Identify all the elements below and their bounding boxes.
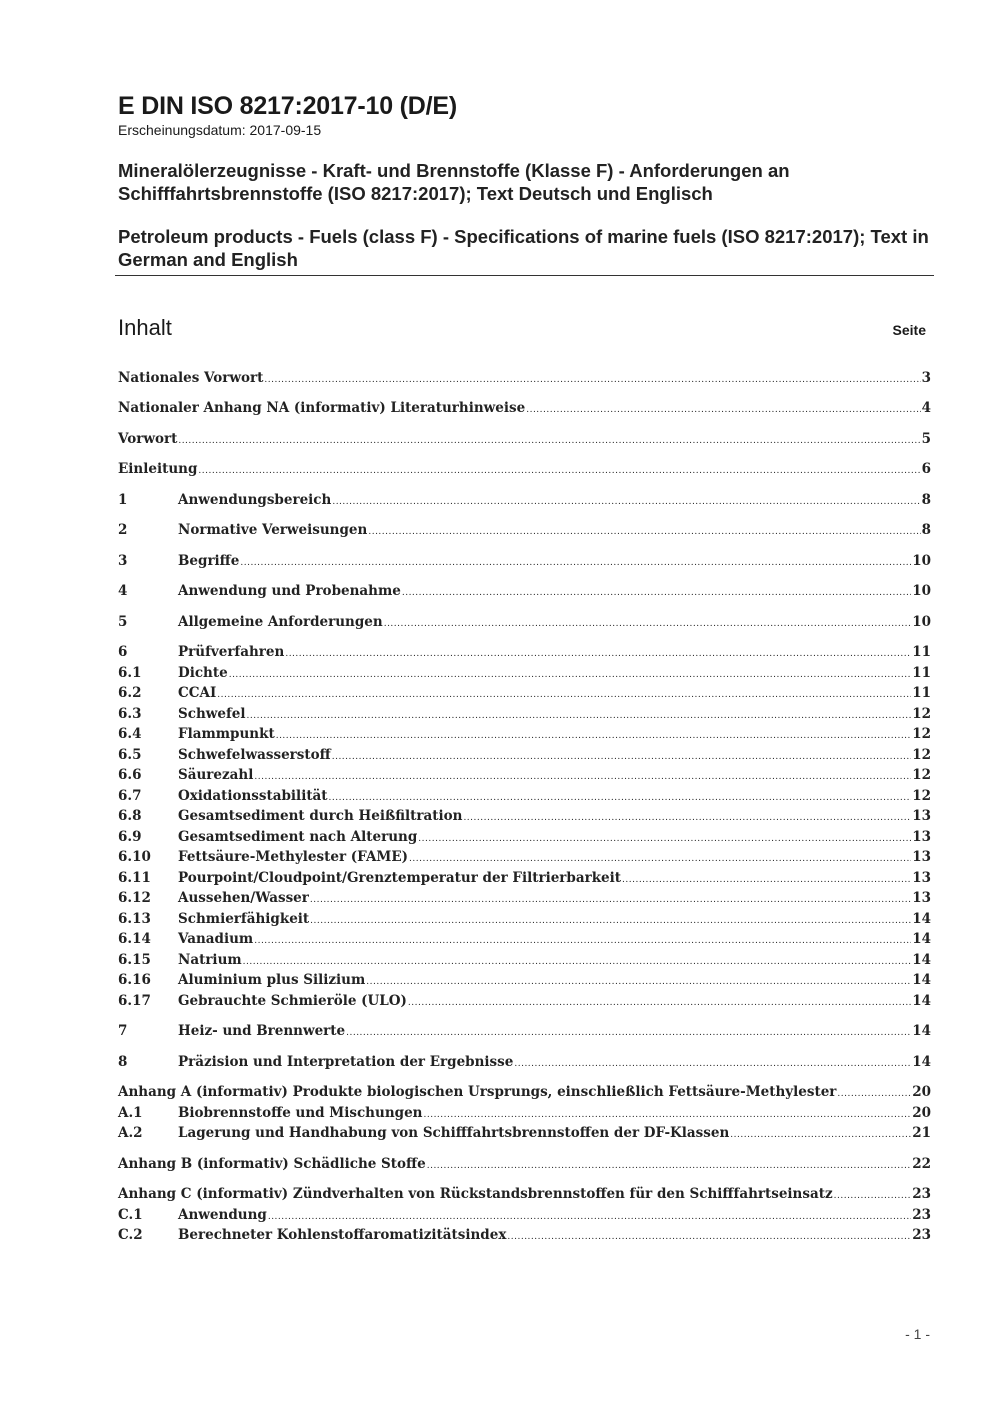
toc-dot-leader [507, 1227, 911, 1247]
toc-entry-title: CCAI [178, 685, 217, 701]
toc-dot-leader [408, 993, 911, 1013]
toc-entry-number: 6.4 [118, 726, 142, 742]
toc-dot-leader [310, 911, 911, 931]
toc-entry-number: 6 [118, 644, 128, 660]
toc-entry-title: Heiz- und Brennwerte [178, 1023, 346, 1039]
toc-entry-page: 14 [912, 911, 931, 927]
toc-entry-title: Gesamtsediment nach Alterung [178, 829, 418, 845]
publication-date: Erscheinungsdatum: 2017-09-15 [118, 122, 322, 138]
toc-title: Inhalt [118, 315, 172, 340]
toc-entry-number: 6.12 [118, 890, 151, 906]
toc-entry-number: 7 [118, 1023, 128, 1039]
toc-entry-number: C.2 [118, 1227, 143, 1243]
toc-entry[interactable] [118, 581, 931, 601]
toc-entry-number: 6.11 [118, 870, 151, 886]
toc-entry-title: Gebrauchte Schmieröle (ULO) [178, 993, 407, 1009]
toc-entry-title: Anwendungsbereich [178, 492, 332, 508]
toc-entry-number: 2 [118, 522, 128, 538]
toc-entry-page: 12 [912, 706, 931, 722]
toc-dot-leader [332, 747, 911, 767]
toc-entry-title: Natrium [178, 952, 242, 968]
toc-entry-title: Schwefelwasserstoff [178, 747, 331, 763]
toc-entry[interactable] [118, 1123, 931, 1143]
toc-entry-page: 11 [912, 665, 931, 681]
toc-dot-leader [217, 685, 911, 705]
toc-entry-number: 6.15 [118, 952, 151, 968]
toc-entry[interactable] [118, 1205, 931, 1225]
toc-entry-page: 14 [912, 972, 931, 988]
toc-entry[interactable] [118, 612, 931, 632]
toc-entry-page: 14 [912, 993, 931, 1009]
toc-dot-leader [418, 829, 911, 849]
toc-entry[interactable] [118, 929, 931, 949]
toc-entry[interactable] [118, 520, 931, 540]
toc-entry-page: 23 [912, 1207, 931, 1223]
toc-dot-leader [837, 1084, 911, 1104]
toc-entry[interactable] [118, 368, 931, 388]
toc-entry-title: Schmierfähigkeit [178, 911, 310, 927]
toc-dot-leader [254, 931, 911, 951]
toc-entry-title: Anhang A (informativ) Produkte biologischen Ursprungs, einschließlich Fettsäure-Methylester [118, 1084, 837, 1100]
toc-entry-number: 6.6 [118, 767, 142, 783]
toc-dot-leader [243, 952, 912, 972]
toc-entry[interactable] [118, 1225, 931, 1245]
toc-entry-number: 1 [118, 492, 128, 508]
toc-entry-page: 13 [912, 849, 931, 865]
toc-dot-leader [427, 1156, 911, 1176]
toc-entry[interactable] [118, 765, 931, 785]
toc-entry-number: 6.13 [118, 911, 151, 927]
toc-dot-leader [423, 1105, 911, 1125]
toc-entry[interactable] [118, 459, 931, 479]
title-german: Mineralölerzeugnisse - Kraft- und Brennstoffe (Klasse F) - Anforderungen an Schifffahrtsbrennstoffe (ISO 8217:2017); Text Deutsch und Englisch [118, 160, 790, 204]
toc-entry[interactable] [118, 786, 931, 806]
toc-entry-number: 6.3 [118, 706, 142, 722]
toc-entry-page: 23 [912, 1227, 931, 1243]
toc-entry[interactable] [118, 1052, 931, 1072]
toc-entry[interactable] [118, 1021, 931, 1041]
toc-entry[interactable] [118, 868, 931, 888]
toc-entry-title: Flammpunkt [178, 726, 275, 742]
toc-entry-page: 23 [912, 1186, 931, 1202]
toc-entry-page: 10 [912, 553, 931, 569]
toc-entry-page: 8 [921, 522, 931, 538]
toc-entry-page: 8 [921, 492, 931, 508]
toc-entry-title: Anwendung [178, 1207, 267, 1223]
toc-entry-title: Säurezahl [178, 767, 254, 783]
toc-dot-leader [240, 553, 911, 573]
toc-entry-title: Aluminium plus Silizium [178, 972, 366, 988]
toc-entry-title: Anhang C (informativ) Zündverhalten von Rückstandsbrennstoffen für den Schifffahrtseinsatz [118, 1186, 833, 1202]
toc-dot-leader [730, 1125, 911, 1145]
toc-entry[interactable] [118, 1154, 931, 1174]
toc-entry-page: 14 [912, 931, 931, 947]
toc-entry-title: Prüfverfahren [178, 644, 285, 660]
toc-entry-title: Lagerung und Handhabung von Schifffahrtsbrennstoffen der DF-Klassen [178, 1125, 730, 1141]
toc-entry-number: 3 [118, 553, 128, 569]
toc-dot-leader [346, 1023, 911, 1043]
toc-entry[interactable] [118, 683, 931, 703]
toc-entry-page: 11 [912, 644, 931, 660]
toc-entry-number: 6.2 [118, 685, 142, 701]
toc-entry-page: 5 [921, 431, 931, 447]
toc-entry[interactable] [118, 429, 931, 449]
toc-entry-title: Vorwort [118, 431, 178, 447]
toc-entry-number: 6.10 [118, 849, 151, 865]
toc-dot-leader [229, 665, 912, 685]
toc-entry-title: Anwendung und Probenahme [178, 583, 401, 599]
toc-entry-title: Einleitung [118, 461, 198, 477]
toc-entry[interactable] [118, 806, 931, 826]
toc-entry-number: 6.7 [118, 788, 142, 804]
toc-entry-title: Anhang B (informativ) Schädliche Stoffe [118, 1156, 426, 1172]
toc-entry[interactable] [118, 663, 931, 683]
toc-entry-title: Fettsäure-Methylester (FAME) [178, 849, 409, 865]
toc-entry[interactable] [118, 1103, 931, 1123]
toc-entry-page: 14 [912, 952, 931, 968]
toc-dot-leader [332, 492, 920, 512]
header-divider [115, 275, 934, 276]
toc-entry-page: 3 [921, 370, 931, 386]
toc-dot-leader [329, 788, 912, 808]
toc-entry-number: 5 [118, 614, 128, 630]
document-header [118, 92, 934, 271]
toc-entry-page: 10 [912, 583, 931, 599]
toc-entry-number: C.1 [118, 1207, 143, 1223]
toc-entry[interactable] [118, 704, 931, 724]
toc-page-label: Seite [892, 322, 926, 338]
toc-dot-leader [526, 400, 920, 420]
toc-entry-title: Präzision und Interpretation der Ergebnisse [178, 1054, 514, 1070]
toc-entry-title: Begriffe [178, 553, 240, 569]
toc-entry[interactable] [118, 847, 931, 867]
toc-entry-page: 21 [912, 1125, 931, 1141]
toc-entry[interactable] [118, 745, 931, 765]
toc-entry-number: 8 [118, 1054, 128, 1070]
toc-entry-number: 6.8 [118, 808, 142, 824]
toc-entry-number: 6.9 [118, 829, 142, 845]
toc-entry[interactable] [118, 642, 931, 662]
toc-entry-number: A.1 [118, 1105, 143, 1121]
toc-entry[interactable] [118, 827, 931, 847]
toc-entry[interactable] [118, 551, 931, 571]
toc-entry-title: Gesamtsediment durch Heißfiltration [178, 808, 463, 824]
toc-dot-leader [409, 849, 911, 869]
toc-entry-page: 12 [912, 747, 931, 763]
toc-entry[interactable] [118, 888, 931, 908]
toc-dot-leader [368, 522, 920, 542]
toc-dot-leader [254, 767, 911, 787]
toc-dot-leader [463, 808, 911, 828]
toc-entry[interactable] [118, 991, 931, 1011]
toc-entry-title: Pourpoint/Cloudpoint/Grenztemperatur der Filtrierbarkeit [178, 870, 622, 886]
toc-entry-title: Normative Verweisungen [178, 522, 368, 538]
toc-dot-leader [264, 370, 920, 390]
toc-entry-title: Allgemeine Anforderungen [178, 614, 383, 630]
toc-entry-title: Nationaler Anhang NA (informativ) Literaturhinweise [118, 400, 526, 416]
toc-dot-leader [514, 1054, 911, 1074]
toc-entry-page: 13 [912, 890, 931, 906]
toc-entry-number: 6.17 [118, 993, 151, 1009]
toc-entry-page: 20 [912, 1105, 931, 1121]
toc-entry-title: Schwefel [178, 706, 246, 722]
toc-dot-leader [276, 726, 912, 746]
toc-dot-leader [310, 890, 911, 910]
toc-entry-number: 6.14 [118, 931, 151, 947]
toc-entry-title: Berechneter Kohlenstoffaromatizitätsindex [178, 1227, 507, 1243]
toc-entry-number: 6.16 [118, 972, 151, 988]
toc-dot-leader [622, 870, 911, 890]
toc-entry-page: 4 [921, 400, 931, 416]
toc-entry-page: 12 [912, 767, 931, 783]
toc-entry-page: 14 [912, 1023, 931, 1039]
toc-entry-page: 13 [912, 829, 931, 845]
toc-dot-leader [268, 1207, 911, 1227]
toc-entry[interactable] [118, 950, 931, 970]
toc-entry-number: 4 [118, 583, 128, 599]
toc-entry-number: 6.1 [118, 665, 142, 681]
toc-entry-page: 10 [912, 614, 931, 630]
toc-entry-title: Biobrennstoffe und Mischungen [178, 1105, 423, 1121]
toc-entry[interactable] [118, 490, 931, 510]
toc-dot-leader [366, 972, 911, 992]
toc-entry-page: 6 [921, 461, 931, 477]
toc-dot-leader [834, 1186, 912, 1206]
toc-entry-page: 13 [912, 870, 931, 886]
toc-entry[interactable] [118, 970, 931, 990]
toc-dot-leader [247, 706, 912, 726]
toc-entry-title: Aussehen/Wasser [178, 890, 309, 906]
toc-entry[interactable] [118, 1184, 931, 1204]
document-id: E DIN ISO 8217:2017-10 (D/E) [118, 92, 457, 120]
toc-dot-leader [198, 461, 920, 481]
toc-entry-title: Vanadium [178, 931, 254, 947]
page-number: - 1 - [905, 1326, 930, 1342]
toc-entry[interactable] [118, 1082, 931, 1102]
toc-entry-page: 20 [912, 1084, 931, 1100]
toc-entry-title: Oxidationsstabilität [178, 788, 328, 804]
toc-entry-page: 12 [912, 788, 931, 804]
toc-entry[interactable] [118, 398, 931, 418]
toc-entry-number: A.2 [118, 1125, 143, 1141]
toc-dot-leader [384, 614, 912, 634]
toc-entry-number: 6.5 [118, 747, 142, 763]
toc-entry-page: 11 [912, 685, 931, 701]
toc-dot-leader [178, 431, 920, 451]
toc-dot-leader [285, 644, 911, 664]
toc-entry-page: 13 [912, 808, 931, 824]
toc-entry[interactable] [118, 909, 931, 929]
toc-entry-page: 22 [912, 1156, 931, 1172]
toc-entry-page: 12 [912, 726, 931, 742]
toc-entry[interactable] [118, 724, 931, 744]
toc-entry-page: 14 [912, 1054, 931, 1070]
toc-dot-leader [402, 583, 911, 603]
title-english: Petroleum products - Fuels (class F) - Specifications of marine fuels (ISO 8217:2017); Text in German and English [118, 226, 929, 270]
toc-entry-title: Dichte [178, 665, 228, 681]
toc-entry-title: Nationales Vorwort [118, 370, 264, 386]
